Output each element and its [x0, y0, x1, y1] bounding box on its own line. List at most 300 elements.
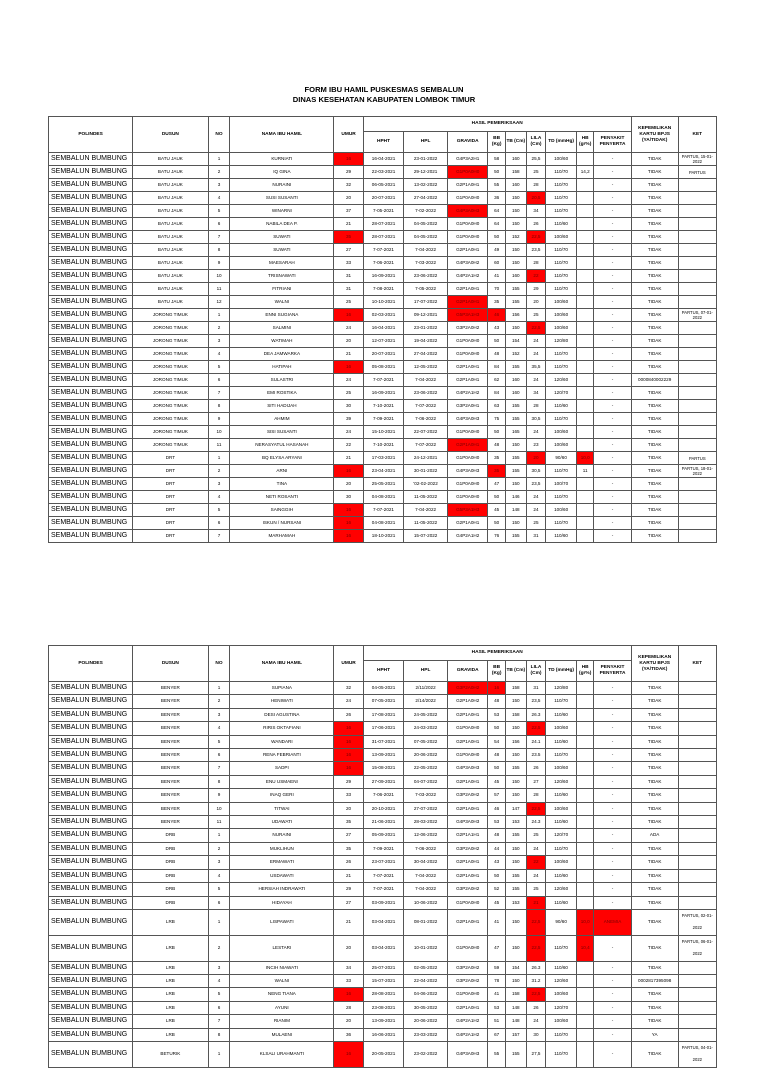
cell-bpjs: TIDAK	[631, 1015, 678, 1028]
cell-hpl: 22-07-2022	[404, 426, 448, 439]
cell-nama: KLSALI URAHMANTI	[230, 1041, 334, 1067]
table-row	[49, 478, 717, 491]
cell-hb	[576, 270, 593, 283]
header-bb: BB (Kg)	[488, 132, 505, 153]
cell-no: 9	[208, 257, 230, 270]
cell-gravida: G1P0A0H0	[447, 335, 487, 348]
cell-lila: 25	[526, 166, 546, 179]
cell-ket: PARTUS, 15-01-2022	[678, 153, 716, 166]
cell-lila: 35,5	[526, 361, 546, 374]
cell-hpl: 17-07-2022	[404, 296, 448, 309]
cell-gravida: G2P1A0H1	[447, 179, 487, 192]
cell-umur: 21	[334, 452, 364, 465]
cell-poindes: SEMBALUN BUMBUNG	[49, 775, 133, 788]
cell-dusun: BATU JAUK	[133, 231, 208, 244]
cell-gravida: G4P3A0H3	[447, 205, 487, 218]
header-ket: KET	[678, 646, 716, 682]
table-row	[49, 816, 717, 829]
cell-umur: 29	[334, 775, 364, 788]
cell-hpl: 2/14/2022	[404, 695, 448, 708]
cell-hpht: 16-09-2021	[363, 387, 403, 400]
cell-hpl: 7-07-2022	[404, 439, 448, 452]
cell-gravida: G2P1A0H1	[447, 909, 487, 935]
cell-penyakit: -	[594, 452, 631, 465]
cell-bb: 57	[488, 789, 505, 802]
cell-hpht: 07-05-2021	[363, 695, 403, 708]
cell-td: 110/60	[546, 896, 577, 909]
cell-lila: 29	[526, 283, 546, 296]
cell-lila: 23,5	[526, 244, 546, 257]
cell-umur: 21	[334, 348, 364, 361]
cell-lila: 24	[526, 491, 546, 504]
cell-nama: SITI HADIJAH	[230, 400, 334, 413]
cell-hb	[576, 361, 593, 374]
cell-hpl: 20-06-2022	[404, 1015, 448, 1028]
cell-bb: 45	[488, 504, 505, 517]
cell-hpht: 20-07-2021	[363, 192, 403, 205]
cell-nama: UDAWATI	[230, 816, 334, 829]
cell-nama: MARHAMAH	[230, 530, 334, 543]
cell-poindes: SEMBALUN BUMBUNG	[49, 869, 133, 882]
cell-td: 110/60	[546, 789, 577, 802]
cell-ket	[678, 192, 716, 205]
cell-tb: 150	[505, 856, 526, 869]
cell-poindes: SEMBALUN BUMBUNG	[49, 270, 133, 283]
cell-gravida: G1P0A0H0	[447, 988, 487, 1001]
cell-bpjs: TIDAK	[631, 439, 678, 452]
table-row	[49, 974, 717, 987]
cell-gravida: G2P1A0H1	[447, 244, 487, 257]
cell-bb: 43	[488, 322, 505, 335]
cell-nama: HENIWATI	[230, 695, 334, 708]
cell-tb: 156	[505, 309, 526, 322]
cell-dusun: DRB	[133, 869, 208, 882]
cell-penyakit: -	[594, 988, 631, 1001]
cell-gravida: G3P2A0H2	[447, 789, 487, 802]
cell-penyakit: -	[594, 491, 631, 504]
cell-no: 8	[208, 400, 230, 413]
cell-penyakit: -	[594, 270, 631, 283]
cell-umur: 31	[334, 270, 364, 283]
cell-no: 5	[208, 361, 230, 374]
cell-tb: 150	[505, 842, 526, 855]
cell-poindes: SEMBALUN BUMBUNG	[49, 387, 133, 400]
cell-bpjs: TIDAK	[631, 504, 678, 517]
cell-hb	[576, 348, 593, 361]
cell-penyakit: -	[594, 816, 631, 829]
header-umur: UMUR	[334, 117, 364, 153]
cell-no: 11	[208, 816, 230, 829]
cell-gravida: G2P1A0H1	[447, 439, 487, 452]
cell-tb: 158	[505, 682, 526, 695]
cell-poindes: SEMBALUN BUMBUNG	[49, 1001, 133, 1014]
cell-gravida: G1P0A0H0	[447, 426, 487, 439]
cell-lila: 26.3	[526, 961, 546, 974]
cell-dusun: LRB	[133, 909, 208, 935]
cell-umur: 26	[334, 708, 364, 721]
cell-no: 2	[208, 695, 230, 708]
cell-hpht: 7-10-2021	[363, 400, 403, 413]
cell-penyakit: -	[594, 413, 631, 426]
cell-td: 110/70	[546, 935, 577, 961]
table-row	[49, 231, 717, 244]
cell-hpht: 04-08-2021	[363, 517, 403, 530]
cell-hpht: 7-09-2021	[363, 842, 403, 855]
cell-ket	[678, 400, 716, 413]
cell-dusun: BATU JAUK	[133, 218, 208, 231]
header-hasil-pemeriksaan: HASIL PEMERIKSAAN	[363, 117, 631, 132]
cell-td: 120/70	[546, 387, 577, 400]
header-hpht: HPHT	[363, 661, 403, 682]
cell-hb	[576, 802, 593, 815]
cell-ket	[678, 816, 716, 829]
cell-tb: 146	[505, 491, 526, 504]
cell-gravida: G1P0A0H0	[447, 231, 487, 244]
cell-bpjs: TIDAK	[631, 749, 678, 762]
cell-lila: 24	[526, 1015, 546, 1028]
cell-bb: 52	[488, 883, 505, 896]
cell-td: 120/60	[546, 883, 577, 896]
cell-bb: 35	[488, 452, 505, 465]
cell-umur: 25	[334, 296, 364, 309]
cell-hpht: 06-05-2021	[363, 179, 403, 192]
cell-gravida: G1P0A0H0	[447, 452, 487, 465]
cell-no: 11	[208, 283, 230, 296]
cell-hb	[576, 309, 593, 322]
cell-ket: PARTUS, 06-01-2022	[678, 935, 716, 961]
table-row	[49, 530, 717, 543]
cell-penyakit: -	[594, 974, 631, 987]
cell-umur: 16	[334, 504, 364, 517]
table-row	[49, 257, 717, 270]
cell-umur: 20	[334, 935, 364, 961]
cell-hpht: 28-07-2021	[363, 218, 403, 231]
table-row	[49, 802, 717, 815]
cell-tb: 165	[505, 426, 526, 439]
cell-no: 8	[208, 1028, 230, 1041]
cell-td: 100/60	[546, 722, 577, 735]
cell-lila: 22,5	[526, 988, 546, 1001]
cell-poindes: SEMBALUN BUMBUNG	[49, 1028, 133, 1041]
header-nama: NAMA IBU HAMIL	[230, 646, 334, 682]
table-row	[49, 335, 717, 348]
cell-dusun: JORONG TIMUK	[133, 439, 208, 452]
cell-no: 6	[208, 218, 230, 231]
header-penyakit: PENYAKIT PENYERTA	[594, 132, 631, 153]
cell-penyakit: -	[594, 335, 631, 348]
cell-ket	[678, 478, 716, 491]
cell-bb: 45	[488, 775, 505, 788]
header-row	[49, 646, 717, 661]
cell-hb	[576, 426, 593, 439]
cell-bb: 48	[488, 829, 505, 842]
cell-dusun: DRB	[133, 896, 208, 909]
table-row	[49, 283, 717, 296]
cell-bpjs: TIDAK	[631, 153, 678, 166]
cell-umur: 16	[334, 530, 364, 543]
cell-dusun: BENYER	[133, 762, 208, 775]
cell-ket	[678, 735, 716, 748]
cell-umur: 20	[334, 478, 364, 491]
cell-lila: 31	[526, 530, 546, 543]
cell-tb: 150	[505, 439, 526, 452]
cell-penyakit: -	[594, 762, 631, 775]
cell-no: 1	[208, 829, 230, 842]
header-umur: UMUR	[334, 646, 364, 682]
cell-poindes: SEMBALUN BUMBUNG	[49, 348, 133, 361]
header-td: TD (mmHg)	[546, 132, 577, 153]
cell-nama: ARNI	[230, 465, 334, 478]
cell-ket	[678, 829, 716, 842]
cell-penyakit: -	[594, 205, 631, 218]
cell-gravida: G2P1A0H1	[447, 735, 487, 748]
cell-nama: NURAINI	[230, 829, 334, 842]
cell-gravida: G5P3A1H3	[447, 309, 487, 322]
cell-hpht: 7-06-2021	[363, 789, 403, 802]
cell-bb: 44	[488, 842, 505, 855]
cell-poindes: SEMBALUN BUMBUNG	[49, 802, 133, 815]
cell-hb: 10,4	[576, 935, 593, 961]
cell-td: 100/60	[546, 856, 577, 869]
cell-td: 110/70	[546, 1028, 577, 1041]
cell-no: 12	[208, 296, 230, 309]
cell-nama: SAINGGIH	[230, 504, 334, 517]
cell-penyakit: -	[594, 802, 631, 815]
cell-hb	[576, 413, 593, 426]
cell-td: 110/70	[546, 257, 577, 270]
cell-tb: 150	[505, 192, 526, 205]
cell-hb	[576, 400, 593, 413]
cell-hpht: 15-08-2021	[363, 762, 403, 775]
cell-bpjs: TIDAK	[631, 192, 678, 205]
cell-bb: 53	[488, 708, 505, 721]
cell-hpht: 16-04-2021	[363, 153, 403, 166]
cell-dusun: LRB	[133, 961, 208, 974]
cell-hb	[576, 296, 593, 309]
cell-bb: 67	[488, 1028, 505, 1041]
cell-dusun: BATU JAUK	[133, 179, 208, 192]
cell-poindes: SEMBALUN BUMBUNG	[49, 335, 133, 348]
cell-lila: 28	[526, 257, 546, 270]
cell-poindes: SEMBALUN BUMBUNG	[49, 909, 133, 935]
cell-penyakit: -	[594, 682, 631, 695]
cell-umur: 22	[334, 439, 364, 452]
cell-umur: 25	[334, 387, 364, 400]
cell-lila: 34	[526, 387, 546, 400]
cell-gravida: G2P1A0H1	[447, 361, 487, 374]
cell-no: 3	[208, 708, 230, 721]
cell-no: 2	[208, 465, 230, 478]
cell-hpl: '02-02-2022	[404, 478, 448, 491]
cell-hb	[576, 856, 593, 869]
cell-nama: SULASTRI	[230, 374, 334, 387]
cell-td: 100/60	[546, 762, 577, 775]
cell-umur: 16	[334, 361, 364, 374]
cell-poindes: SEMBALUN BUMBUNG	[49, 192, 133, 205]
cell-bb: 50	[488, 166, 505, 179]
cell-ket	[678, 270, 716, 283]
header-dusun: DUSUN	[133, 117, 208, 153]
cell-tb: 150	[505, 789, 526, 802]
cell-lila: 23	[526, 439, 546, 452]
cell-poindes: SEMBALUN BUMBUNG	[49, 426, 133, 439]
table-row	[49, 192, 717, 205]
cell-lila: 26	[526, 218, 546, 231]
cell-gravida: G1P0A0H0	[447, 491, 487, 504]
cell-hb	[576, 491, 593, 504]
cell-umur: 26	[334, 856, 364, 869]
cell-dusun: DRB	[133, 842, 208, 855]
cell-hpl: 27-04-2022	[404, 192, 448, 205]
cell-lila: 24	[526, 348, 546, 361]
cell-tb: 155	[505, 283, 526, 296]
form-title: FORM IBU HAMIL PUSKESMAS SEMBALUN	[304, 85, 464, 94]
cell-nama: RENA FEBRIANTI	[230, 749, 334, 762]
cell-nama: MUKLIHUN	[230, 842, 334, 855]
cell-lila: 25	[526, 309, 546, 322]
cell-tb: 160	[505, 387, 526, 400]
cell-hpl: 11-05-2022	[404, 491, 448, 504]
cell-umur: 32	[334, 682, 364, 695]
cell-dusun: BATU JAUK	[133, 270, 208, 283]
cell-tb: 155	[505, 296, 526, 309]
cell-umur: 29	[334, 883, 364, 896]
cell-poindes: SEMBALUN BUMBUNG	[49, 244, 133, 257]
cell-td: 90/60	[546, 452, 577, 465]
cell-poindes: SEMBALUN BUMBUNG	[49, 491, 133, 504]
cell-ket	[678, 722, 716, 735]
cell-dusun: BATU JAUK	[133, 166, 208, 179]
cell-lila: 26	[526, 1001, 546, 1014]
cell-penyakit: -	[594, 829, 631, 842]
table-row	[49, 961, 717, 974]
header-lila: LILA (Cm)	[526, 132, 546, 153]
cell-no: 5	[208, 504, 230, 517]
cell-hb	[576, 517, 593, 530]
cell-dusun: DRT	[133, 504, 208, 517]
cell-umur: 16	[334, 722, 364, 735]
cell-lila: 23,5	[526, 478, 546, 491]
cell-penyakit: -	[594, 1041, 631, 1067]
cell-hpl: 13-02-2022	[404, 179, 448, 192]
cell-dusun: LRB	[133, 974, 208, 987]
cell-no: 1	[208, 1041, 230, 1067]
cell-hpht: 15-10-2021	[363, 426, 403, 439]
cell-hpht: 28-08-2021	[363, 988, 403, 1001]
cell-nama: WATIMAH	[230, 335, 334, 348]
cell-no: 1	[208, 909, 230, 935]
cell-lila: 27,5	[526, 1041, 546, 1067]
cell-hb	[576, 218, 593, 231]
cell-penyakit: -	[594, 478, 631, 491]
cell-bpjs: TIDAK	[631, 1041, 678, 1067]
cell-td: 110/60	[546, 400, 577, 413]
cell-hb	[576, 988, 593, 1001]
cell-penyakit: -	[594, 361, 631, 374]
cell-hb	[576, 1041, 593, 1067]
cell-ket	[678, 988, 716, 1001]
table-row	[49, 400, 717, 413]
cell-dusun: BENYER	[133, 682, 208, 695]
cell-no: 3	[208, 856, 230, 869]
cell-hpl: 22-05-2022	[404, 762, 448, 775]
cell-hb	[576, 708, 593, 721]
cell-umur: 27	[334, 244, 364, 257]
cell-ket	[678, 789, 716, 802]
cell-nama: TINA	[230, 478, 334, 491]
cell-ket: PARTUS	[678, 452, 716, 465]
cell-bpjs: TIDAK	[631, 682, 678, 695]
cell-dusun: JORONG TIMUK	[133, 335, 208, 348]
cell-poindes: SEMBALUN BUMBUNG	[49, 1041, 133, 1067]
cell-td: 100/60	[546, 504, 577, 517]
cell-bb: 60	[488, 257, 505, 270]
cell-bb: 76	[488, 530, 505, 543]
cell-tb: 150	[505, 244, 526, 257]
cell-poindes: SEMBALUN BUMBUNG	[49, 465, 133, 478]
cell-nama: TRISNAWATI	[230, 270, 334, 283]
cell-dusun: BATU JAUK	[133, 205, 208, 218]
cell-hpht: 15-07-2021	[363, 974, 403, 987]
header-td: TD (mmHg)	[546, 661, 577, 682]
cell-poindes: SEMBALUN BUMBUNG	[49, 961, 133, 974]
cell-td: 100/60	[546, 322, 577, 335]
cell-bpjs: 0000840002229	[631, 374, 678, 387]
cell-nama: AYUNI	[230, 1001, 334, 1014]
cell-umur: 35	[334, 842, 364, 855]
table-row	[49, 322, 717, 335]
cell-bpjs: TIDAK	[631, 452, 678, 465]
cell-ket: PARTUS, 04-01-2022	[678, 1041, 716, 1067]
cell-gravida: G3P2A0H2	[447, 322, 487, 335]
cell-hb: 10,0	[576, 452, 593, 465]
cell-tb: 150	[505, 695, 526, 708]
cell-bb: 16	[488, 682, 505, 695]
cell-hpht: 20-07-2021	[363, 348, 403, 361]
table-row	[49, 749, 717, 762]
table-row	[49, 465, 717, 478]
cell-tb: 148	[505, 504, 526, 517]
table-row	[49, 244, 717, 257]
cell-nama: RIANIM	[230, 1015, 334, 1028]
cell-bpjs: 0002817395098	[631, 974, 678, 987]
cell-umur: 27	[334, 829, 364, 842]
cell-tb: 150	[505, 517, 526, 530]
cell-td: 110/70	[546, 270, 577, 283]
cell-gravida: G4P3A0H3	[447, 1041, 487, 1067]
cell-umur: 20	[334, 1015, 364, 1028]
cell-hpht: 27-09-2021	[363, 775, 403, 788]
cell-ket	[678, 856, 716, 869]
cell-umur: 36	[334, 1028, 364, 1041]
cell-td: 100/60	[546, 426, 577, 439]
cell-bb: 50	[488, 722, 505, 735]
cell-tb: 154	[505, 961, 526, 974]
cell-hpl: 04-05-2022	[404, 231, 448, 244]
cell-no: 4	[208, 348, 230, 361]
cell-dusun: DRT	[133, 530, 208, 543]
cell-nama: SADPI	[230, 762, 334, 775]
cell-ket	[678, 708, 716, 721]
cell-poindes: SEMBALUN BUMBUNG	[49, 896, 133, 909]
table-row	[49, 909, 717, 935]
cell-hpht: 02-03-2021	[363, 309, 403, 322]
cell-dusun: LRB	[133, 1028, 208, 1041]
table-row	[49, 491, 717, 504]
cell-hpl: 7-04-2022	[404, 883, 448, 896]
table-row	[49, 762, 717, 775]
cell-lila: 23.5	[526, 749, 546, 762]
